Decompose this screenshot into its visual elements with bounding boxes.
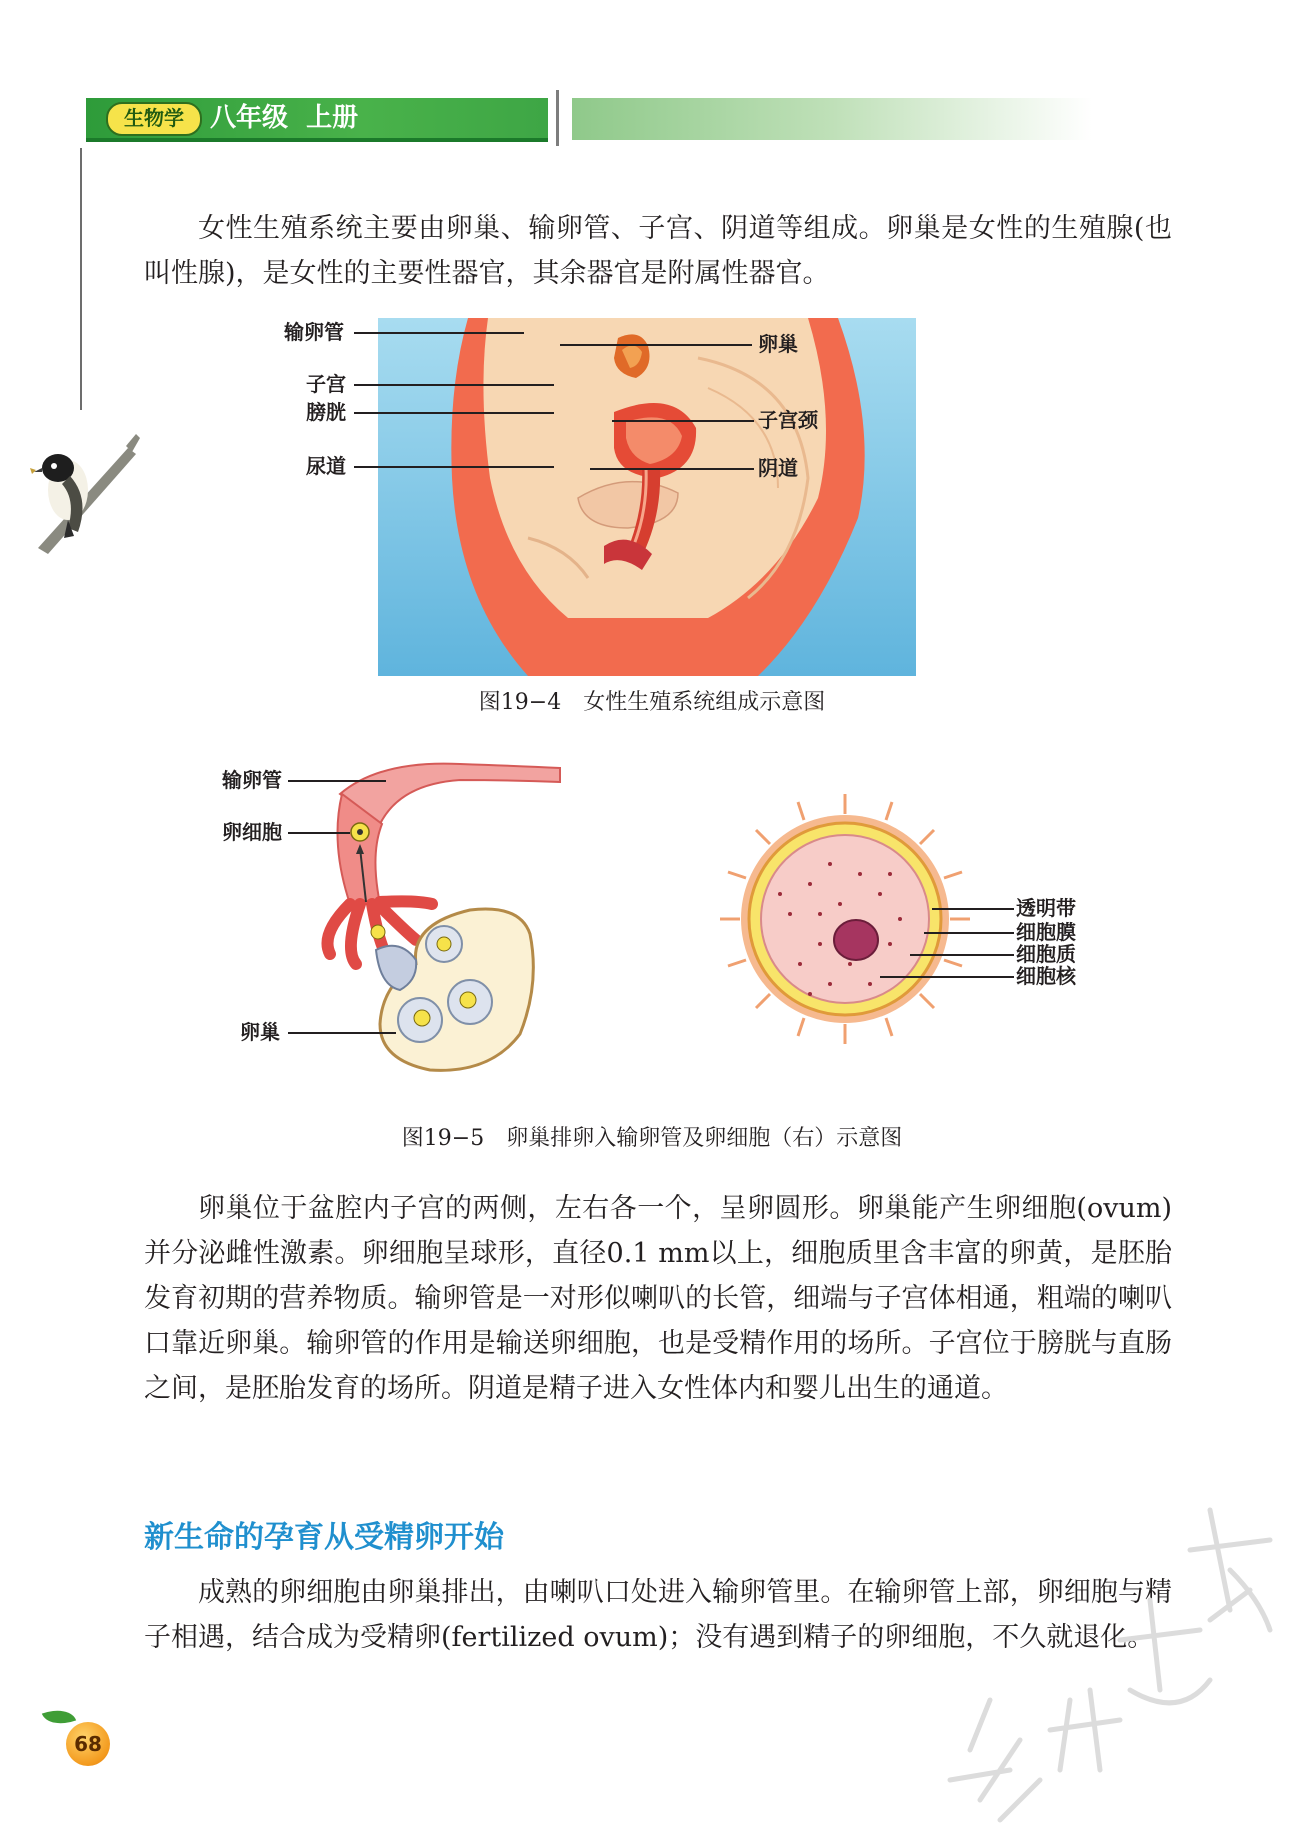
leaf-icon [42,1703,76,1730]
label-egg-cell: 卵细胞 [222,820,282,844]
leader-line [910,954,1014,956]
leader-line [880,976,1014,978]
figure-19-5-caption: 图19−5 卵巢排卵入输卵管及卵细胞（右）示意图 [401,1126,903,1151]
label-nucleus: 细胞核 [1016,964,1076,988]
paragraph-intro: 女性生殖系统主要由卵巢、输卵管、子宫、阴道等组成。卵巢是女性的生殖腺(也叫性腺)，是女性的主要性器官，其余器官是附属性器官。 [144,213,1172,289]
publisher-watermark [930,1450,1290,1830]
label-cell-membrane: 细胞膜 [1016,920,1076,944]
leader-line [288,1032,396,1034]
paragraph-ovary-description: 卵巢位于盆腔内子宫的两侧，左右各一个，呈卵圆形。卵巢能产生卵细胞(ovum)并分泌雌性激素。卵细胞呈球形，直径0.1 mm以上，细胞质里含丰富的卵黄，是胚胎发育初期的营养物质。输卵管是一对形似喇叭的长管，细端与子宫体相通，粗端的喇叭口靠近卵巢。输卵管的作用是输送卵细胞，也是受精作用的场所。子宫位于膀胱与直肠之间，是胚胎发育的场所。阴道是精子进入女性体内和婴儿出生的通道。 [144,1193,1172,1404]
figure-19-4-illustration [378,318,916,676]
label-bladder: 膀胱 [306,400,346,424]
leader-line [560,344,752,346]
label-ovary: 卵巢 [758,332,798,356]
leader-line [590,468,754,470]
leader-line [354,466,554,468]
figure-19-4-caption: 图19−4 女性生殖系统组成示意图 [478,690,826,715]
label-zona-pellucida: 透明带 [1016,896,1076,920]
label-cervix: 子宫颈 [758,408,818,432]
leader-line [612,420,754,422]
paragraph-fertilization: 成熟的卵细胞由卵巢排出，由喇叭口处进入输卵管里。在输卵管上部，卵细胞与精子相遇，结合成为受精卵(fertilized ovum)；没有遇到精子的卵细胞，不久就退化。 [144,1577,1172,1653]
leader-line [354,332,524,334]
leader-line [354,412,554,414]
label-oviduct-ovulation: 输卵管 [222,768,282,792]
leader-line [932,908,1014,910]
label-ovary-ovulation: 卵巢 [240,1020,280,1044]
leader-line [288,832,350,834]
figure-19-5-egg-cell-illustration [720,794,970,1044]
book-title: 八年级 上册 [210,103,359,133]
leader-line [288,780,386,782]
section-title: 新生命的孕育从受精卵开始 [144,1520,504,1555]
label-cytoplasm: 细胞质 [1016,942,1076,966]
label-uterus: 子宫 [306,372,346,396]
label-vagina: 阴道 [758,456,798,480]
header-gradient-bar [572,98,1092,140]
label-urethra: 尿道 [306,454,346,478]
label-oviduct: 输卵管 [284,320,344,344]
header-divider [556,90,559,146]
subject-logo: 生物学 [106,102,202,136]
leader-line [354,384,554,386]
margin-rule [80,148,82,410]
bird-decoration-icon [28,428,140,554]
leader-line [924,932,1014,934]
page-number: 68 [74,1732,102,1756]
